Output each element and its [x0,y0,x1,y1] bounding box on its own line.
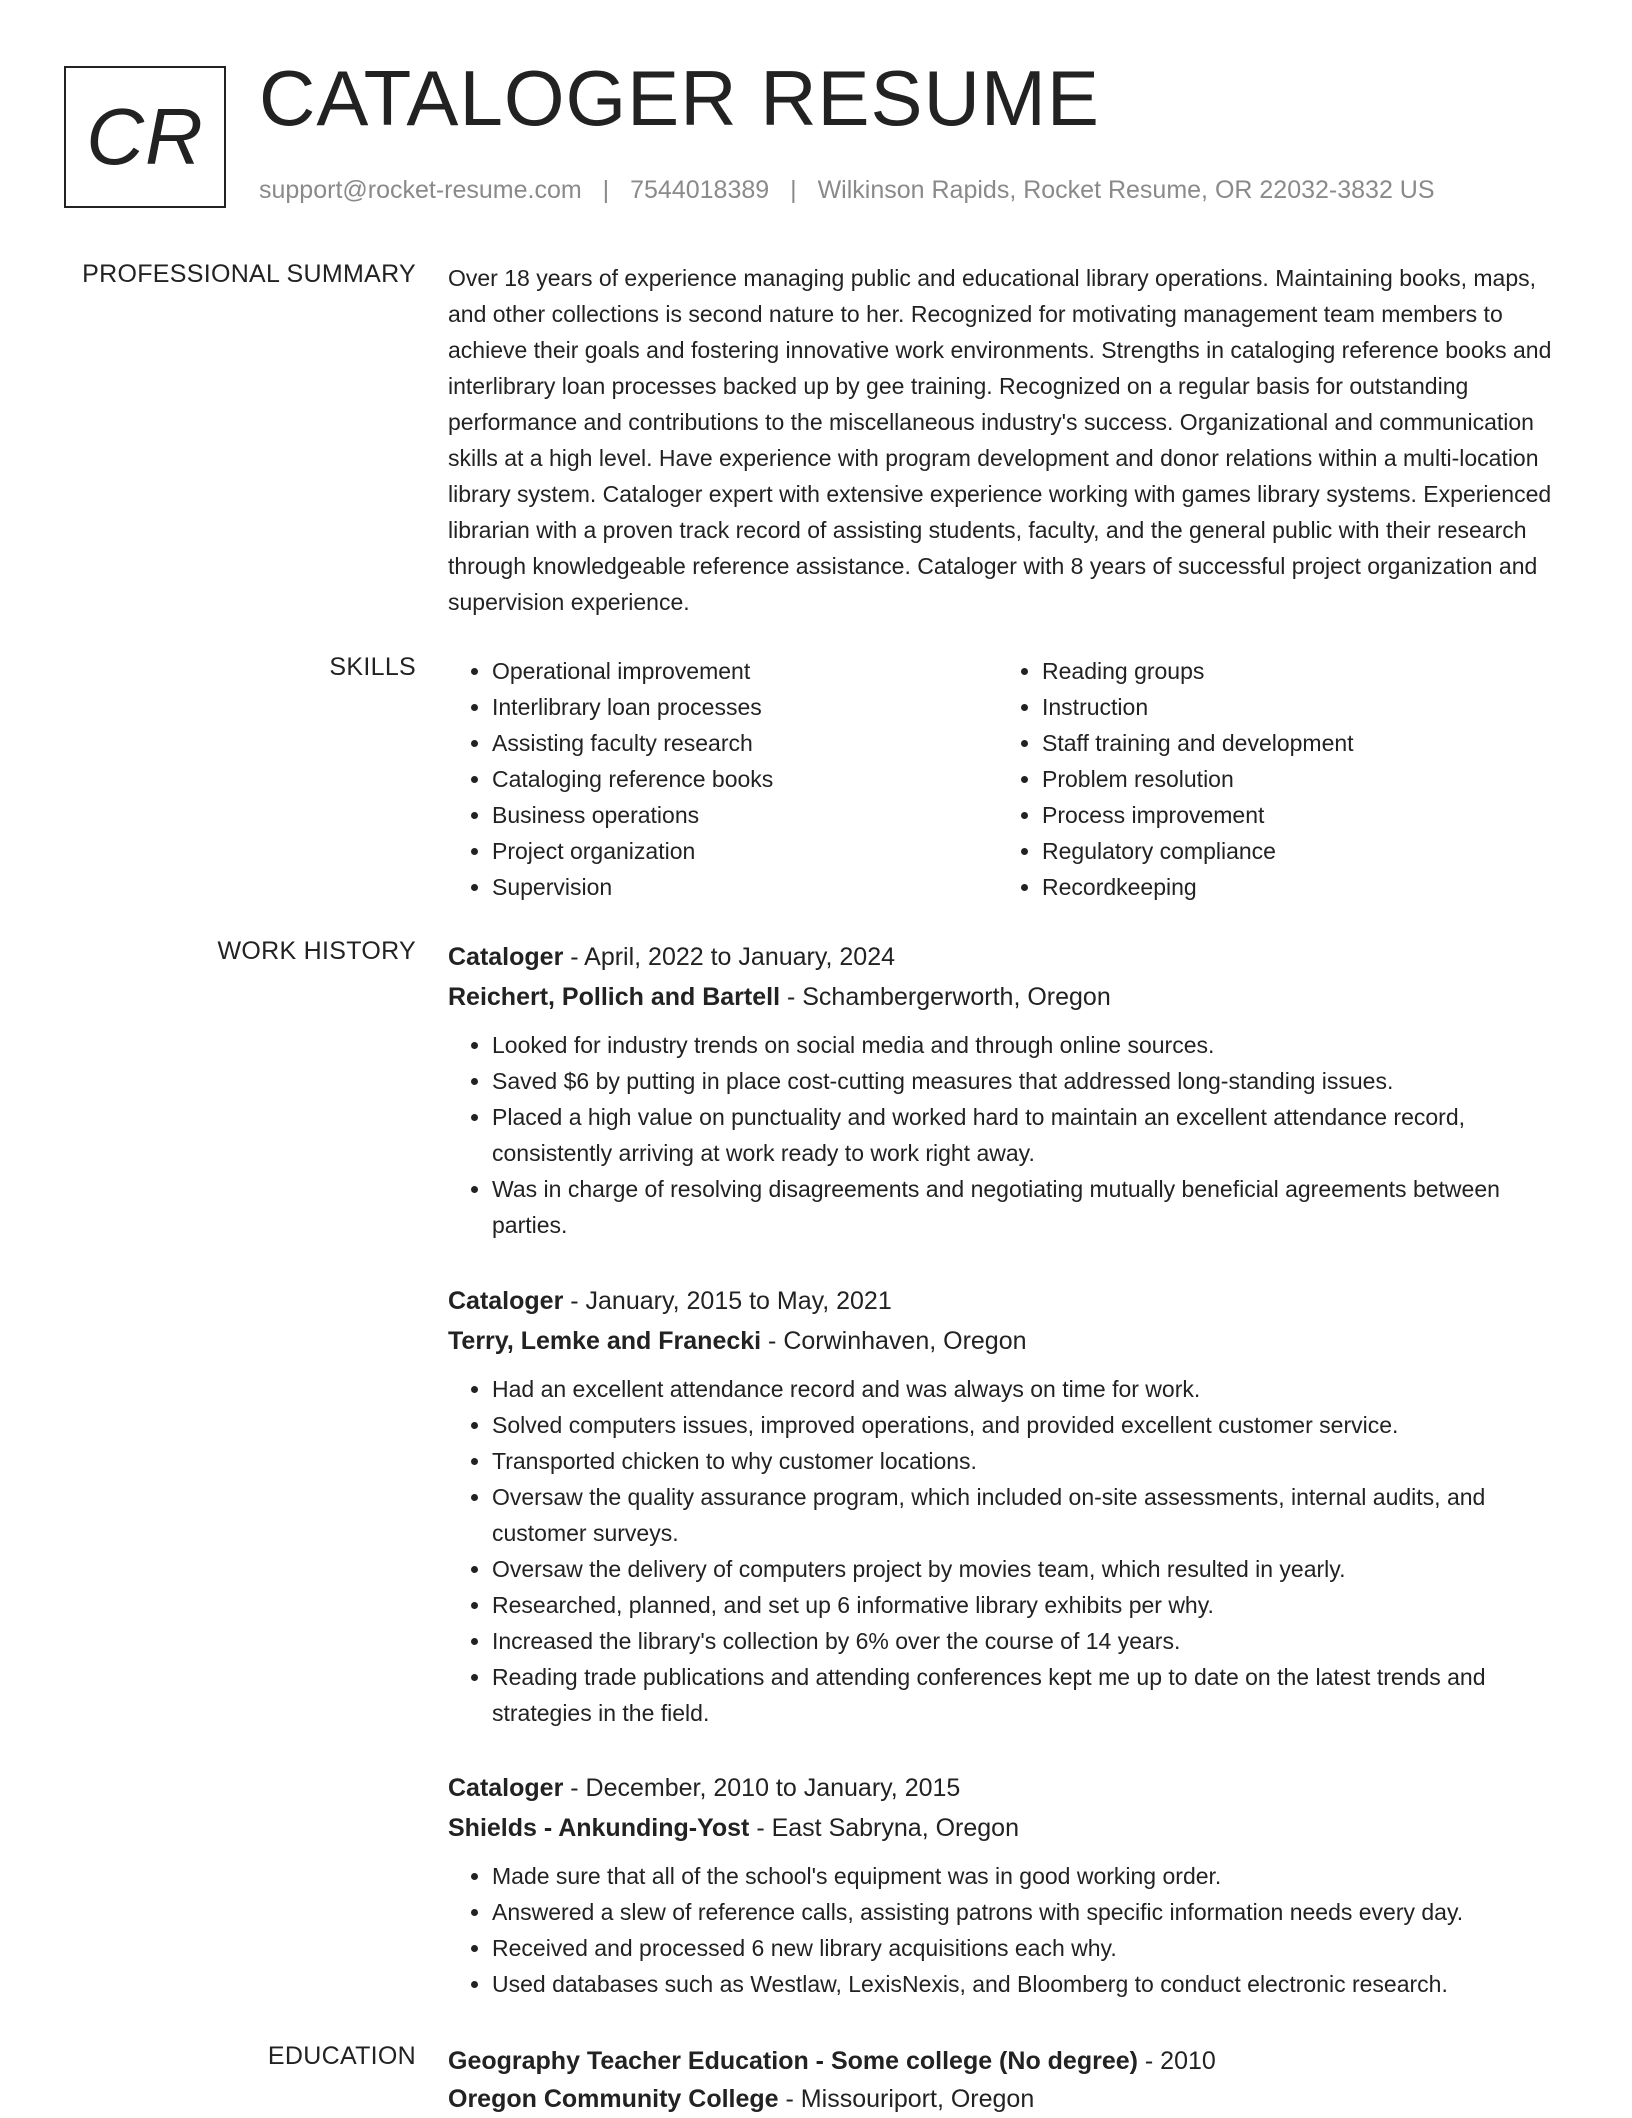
monogram-logo: CR [64,66,226,208]
job-bullet: • Received and processed 6 new library acquisitions each why. [492,1930,1568,1966]
job-company: Terry, Lemke and Franecki [448,1327,762,1355]
job-company-line [448,1808,1568,1848]
skill-item: • Interlibrary loan processes [492,689,998,725]
skill-item: • Regulatory compliance [1042,833,1548,869]
job-title: Cataloger [448,1774,564,1802]
skill-item: • Recordkeeping [1042,869,1548,905]
skill-item: • Cataloging reference books [492,761,998,797]
job-bullet: • Had an excellent attendance record and was always on time for work. [492,1371,1568,1407]
education-degree: Geography Teacher Education - Some college (No degree) [448,2047,1138,2075]
contact-email: support@rocket-resume.com [259,176,582,204]
job-title-line [448,1768,1568,1808]
job-company: Reichert, Pollich and Bartell [448,983,781,1011]
job-bullets [448,1027,1568,1243]
job-bullet: • Saved $6 by putting in place cost-cutting measures that addressed long-standing issues. [492,1063,1568,1099]
job-bullet: • Researched, planned, and set up 6 informative library exhibits per why. [492,1587,1568,1623]
education-school-line [448,2080,1568,2118]
job-bullet: • Looked for industry trends on social media and through online sources. [492,1027,1568,1063]
job-dates: - April, 2022 to January, 2024 [563,943,896,971]
skill-item: • Problem resolution [1042,761,1548,797]
skills-list-left [448,653,998,905]
job-bullet: • Placed a high value on punctuality and worked hard to maintain an excellent attendance record, consistently arriving at work ready to work right away. [492,1099,1568,1171]
contact-phone: 7544018389 [630,176,770,204]
contact-line [259,176,1435,205]
job-bullets [448,1858,1568,2002]
skills-columns [448,653,1568,905]
education-location: - Missouriport, Oregon [778,2085,1035,2113]
skill-item: • Operational improvement [492,653,998,689]
job-location: - East Sabryna, Oregon [749,1814,1019,1842]
job-dates: - January, 2015 to May, 2021 [563,1287,892,1315]
job-title: Cataloger [448,1287,564,1315]
job-location: - Corwinhaven, Oregon [761,1327,1027,1355]
job-bullet: • Oversaw the delivery of computers project by movies team, which resulted in yearly. [492,1551,1568,1587]
job-entry [448,1768,1568,2002]
job-bullet: • Answered a slew of reference calls, assisting patrons with specific information needs every day. [492,1894,1568,1930]
summary-text: Over 18 years of experience managing public and educational library operations. Maintaining books, maps, and other collections is second nature to her. Recognized for motivating management team members to achieve their goals and fostering innovative work environments. Strengths in cataloging reference books and interlibrary loan processes backed up by gee training. Recognized on a regular basis for outstanding performance and contributions to the miscellaneous industry's success. Organizational and communication skills at a high level. Have experience with program development and donor relations within a multi-location library system. Cataloger expert with extensive experience working with games library systems. Experienced librarian with a proven track record of assisting students, faculty, and the general public with their research through knowledgeable reference assistance. Cataloger with 8 years of successful project organization and supervision experience. [448,265,1552,615]
skill-item: • Reading groups [1042,653,1548,689]
job-title: Cataloger [448,943,564,971]
contact-address: Wilkinson Rapids, Rocket Resume, OR 22032-3832 US [817,176,1435,204]
job-company-line [448,977,1568,1017]
education-school: Oregon Community College [448,2085,779,2113]
job-title-line [448,937,1568,977]
job-bullet: • Increased the library's collection by 6% over the course of 14 years. [492,1623,1568,1659]
job-title-line [448,1281,1568,1321]
skill-item: • Instruction [1042,689,1548,725]
education-heading: EDUCATION [267,2042,416,2070]
job-entry [448,937,1568,1243]
job-bullet: • Was in charge of resolving disagreements and negotiating mutually beneficial agreements between parties. [492,1171,1568,1243]
work-heading: WORK HISTORY [217,937,416,965]
skill-item: • Process improvement [1042,797,1548,833]
job-bullets [448,1371,1568,1731]
skills-heading: SKILLS [329,653,416,681]
job-bullet: • Reading trade publications and attending conferences kept me up to date on the latest trends and strategies in the field. [492,1659,1568,1731]
contact-separator: | [790,176,797,204]
contact-separator: | [602,176,610,204]
skill-item: • Project organization [492,833,998,869]
job-dates: - December, 2010 to January, 2015 [563,1774,961,1802]
job-bullet: • Made sure that all of the school's equipment was in good working order. [492,1858,1568,1894]
skill-item: • Assisting faculty research [492,725,998,761]
job-company-line [448,1321,1568,1361]
job-bullet: • Oversaw the quality assurance program, which included on-site assessments, internal audits, and customer surveys. [492,1479,1568,1551]
education-year: - 2010 [1137,2047,1216,2075]
page-title: CATALOGER RESUME [259,54,1100,142]
job-bullet: • Transported chicken to why customer locations. [492,1443,1568,1479]
education-degree-line [448,2042,1568,2080]
skill-item: • Supervision [492,869,998,905]
skill-item: • Staff training and development [1042,725,1548,761]
job-bullet: • Used databases such as Westlaw, LexisNexis, and Bloomberg to conduct electronic research. [492,1966,1568,2002]
summary-heading: PROFESSIONAL SUMMARY [82,260,416,288]
job-bullet: • Solved computers issues, improved operations, and provided excellent customer service. [492,1407,1568,1443]
skill-item: • Business operations [492,797,998,833]
job-company: Shields - Ankunding-Yost [448,1814,750,1842]
job-entry [448,1281,1568,1731]
skills-list-right [998,653,1548,905]
job-location: - Schambergerworth, Oregon [780,983,1111,1011]
